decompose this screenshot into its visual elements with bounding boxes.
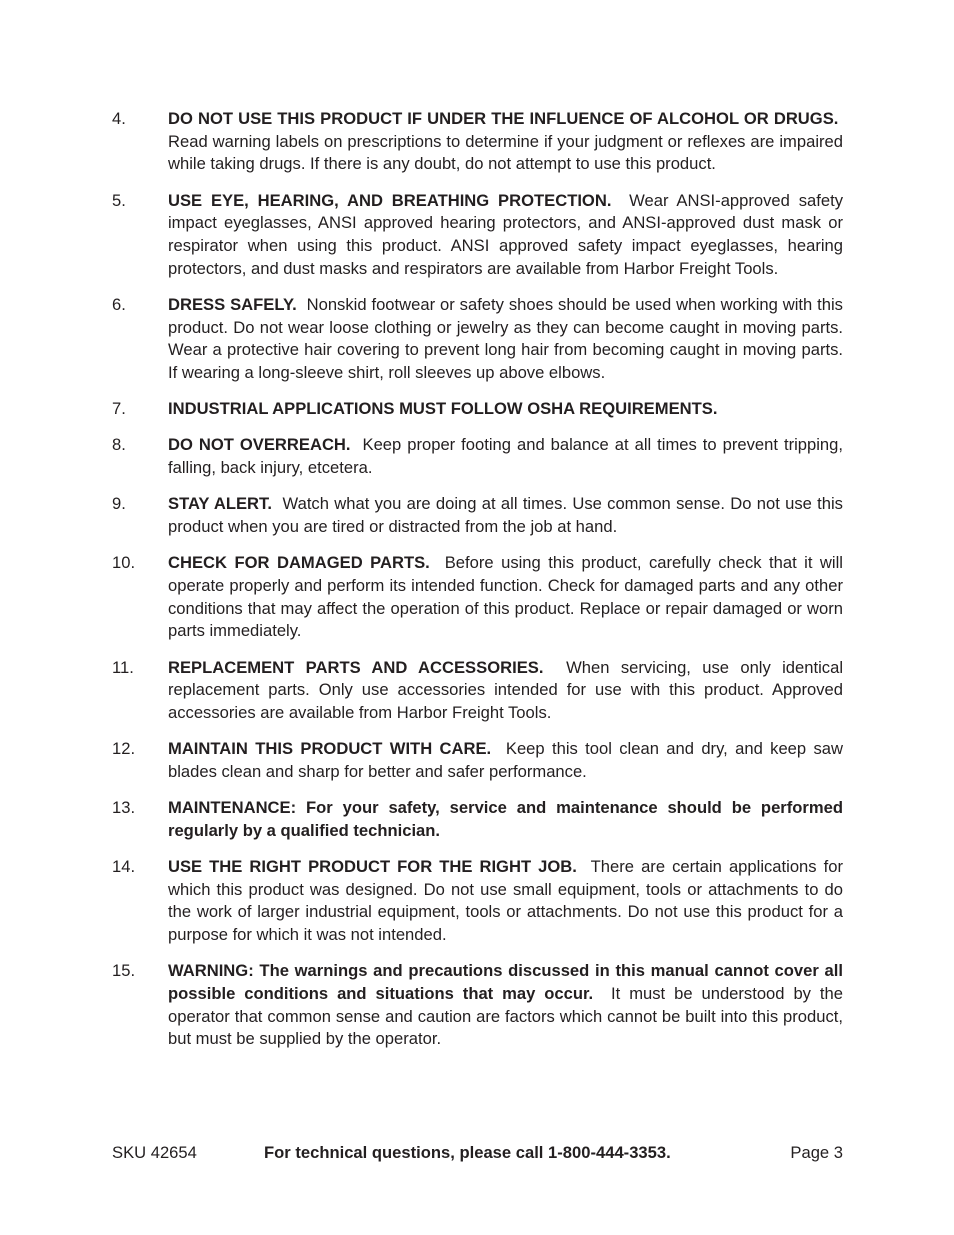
rule-item-15 bbox=[112, 960, 843, 1051]
rule-heading: STAY ALERT. bbox=[168, 494, 272, 514]
rule-number: 14. bbox=[112, 856, 136, 876]
rule-heading: DRESS SAFELY. bbox=[168, 294, 297, 314]
rule-text bbox=[168, 738, 843, 783]
tech-support-line: For technical questions, please call 1-800-444-3353. bbox=[264, 1143, 671, 1162]
rule-item-13 bbox=[112, 797, 843, 842]
rule-text bbox=[168, 190, 843, 281]
rule-number: 12. bbox=[112, 739, 136, 759]
rule-heading: INDUSTRIAL APPLICATIONS MUST FOLLOW OSHA REQUIREMENTS. bbox=[168, 399, 718, 419]
rule-heading: USE EYE, HEARING, AND BREATHING PROTECTION. bbox=[168, 190, 612, 210]
rule-item-9 bbox=[112, 493, 843, 538]
rule-text bbox=[168, 398, 843, 421]
rule-item-5 bbox=[112, 190, 843, 281]
rule-number: 9. bbox=[112, 494, 126, 514]
rule-heading: CHECK FOR DAMAGED PARTS. bbox=[168, 553, 430, 573]
rule-number: 5. bbox=[112, 190, 126, 210]
rule-body: There are certain applications for which this product was designed. Do not use small equipment, tools or attachments to do the work of larger industrial equipment, tools or attachments. Do not use this product for a purpose for which it was not intended. bbox=[168, 856, 843, 945]
rule-heading: DO NOT OVERREACH. bbox=[168, 435, 351, 455]
rule-text bbox=[168, 434, 843, 479]
rule-item-10 bbox=[112, 552, 843, 643]
rule-number: 7. bbox=[112, 399, 126, 419]
rule-text bbox=[168, 493, 843, 538]
rule-text bbox=[168, 657, 843, 725]
rule-body: Nonskid footwear or safety shoes should be used when working with this product. Do not wear loose clothing or jewelry as they can become caught in moving parts. Wear a protective hair covering to prevent long hair from becoming caught in moving parts. If wearing a long-sleeve shirt, roll sleeves up above elbows. bbox=[168, 294, 843, 383]
rule-item-11 bbox=[112, 657, 843, 725]
rule-body: Keep proper footing and balance at all times to prevent tripping, falling, back injury, etcetera. bbox=[168, 435, 843, 478]
rule-body: Wear ANSI-approved safety impact eyeglasses, ANSI approved hearing protectors, and ANSI-approved dust mask or respirator when using this product. ANSI approved safety impact eyeglasses, hearing protectors, and dust masks and respirators are available from Harbor Freight Tools. bbox=[168, 190, 844, 278]
rule-number: 13. bbox=[112, 798, 136, 818]
rule-number: 15. bbox=[112, 961, 136, 981]
rule-number: 8. bbox=[112, 435, 126, 455]
rule-number: 6. bbox=[112, 294, 126, 314]
rule-body: When servicing, use only identical replacement parts. Only use accessories intended for use with this product. Approved accessories are available from Harbor Freight Tools. bbox=[168, 657, 844, 722]
rule-item-4 bbox=[112, 108, 843, 176]
rule-heading: USE THE RIGHT PRODUCT FOR THE RIGHT JOB. bbox=[168, 856, 577, 876]
rule-number: 11. bbox=[112, 657, 134, 677]
rule-heading: MAINTAIN THIS PRODUCT WITH CARE. bbox=[168, 739, 492, 759]
rule-body: It must be understood by the operator that common sense and caution are factors which cannot be built into this product, but must be supplied by the operator. bbox=[168, 984, 843, 1049]
rule-heading: REPLACEMENT PARTS AND ACCESSORIES. bbox=[168, 657, 544, 677]
rule-item-12 bbox=[112, 738, 843, 783]
safety-rules-list bbox=[112, 108, 843, 1065]
rule-heading: MAINTENANCE: For your safety, service and maintenance should be performed regularly by a qualified technician. bbox=[168, 798, 843, 840]
rule-number: 4. bbox=[112, 109, 126, 128]
rule-item-14 bbox=[112, 856, 843, 947]
rule-heading: WARNING: The warnings and precautions discussed in this manual cannot cover all possible conditions and situations that may occur. bbox=[168, 961, 843, 1003]
sku-label: SKU 42654 bbox=[112, 1143, 197, 1162]
page-number: Page 3 bbox=[790, 1143, 843, 1162]
rule-item-8 bbox=[112, 434, 843, 479]
rule-text bbox=[168, 960, 843, 1051]
rule-text bbox=[168, 856, 843, 947]
rule-body: Read warning labels on prescriptions to determine if your judgment or reflexes are impaired while taking drugs. If there is any doubt, do not attempt to use this product. bbox=[168, 131, 843, 174]
rule-text bbox=[168, 552, 843, 643]
rule-heading: DO NOT USE THIS PRODUCT IF UNDER THE INFLUENCE OF ALCOHOL OR DRUGS. bbox=[168, 109, 839, 128]
rule-body: Watch what you are doing at all times. Use common sense. Do not use this product when you are tired or distracted from the job at hand. bbox=[168, 494, 843, 537]
rule-item-7 bbox=[112, 398, 843, 421]
rule-body: Keep this tool clean and dry, and keep saw blades clean and sharp for better and safer performance. bbox=[168, 739, 843, 781]
rule-number: 10. bbox=[112, 553, 136, 573]
rule-item-6 bbox=[112, 294, 843, 385]
page-footer bbox=[112, 1141, 843, 1165]
rule-text bbox=[168, 294, 843, 385]
rule-text bbox=[168, 797, 843, 842]
rule-text bbox=[168, 108, 843, 176]
rule-body: Before using this product, carefully check that it will operate properly and perform its intended function. Check for damaged parts and any other conditions that may affect the operation of this product. Replace or repair damaged or worn parts immediately. bbox=[168, 553, 843, 641]
